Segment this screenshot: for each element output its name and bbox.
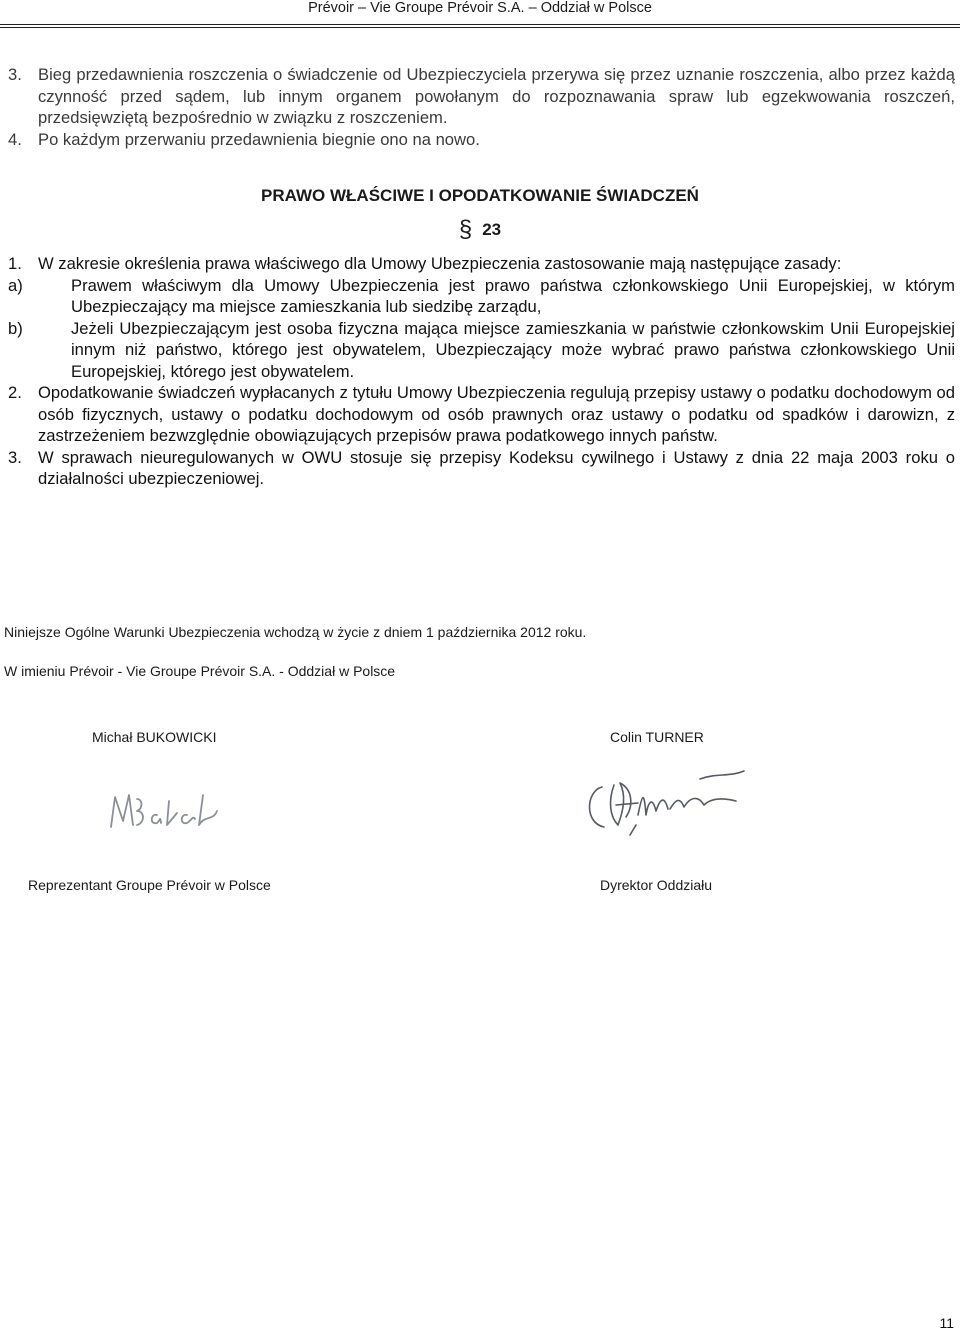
item-text: Po każdym przerwaniu przedawnienia biegnie ono na nowo. (38, 129, 480, 149)
signatory-role-right: Dyrektor Oddziału (600, 877, 713, 893)
signature-bukowicki (105, 785, 225, 835)
sub-item-letter: b) (8, 318, 23, 338)
list-item (8, 382, 955, 447)
sub-item (8, 275, 955, 318)
section-title: PRAWO WŁAŚCIWE I OPODATKOWANIE ŚWIADCZEŃ (261, 186, 699, 205)
signatory-role-left: Reprezentant Groupe Prévoir w Polsce (28, 877, 271, 893)
list-item (8, 64, 955, 129)
sub-item-text: Jeżeli Ubezpieczającym jest osoba fizyczna mająca miejsce zamieszkania w państwie członkowskim Unii Europejskiej innym niż państwo, którego jest obywatelem, Ubezpieczający może wybrać prawo państwa członkowskiego Unii Europejskiej, którego jest obywatelem. (71, 318, 955, 381)
item-number: 1. (8, 254, 22, 273)
item-text: W sprawach nieuregulowanych w OWU stosuje się przepisy Kodeksu cywilnego i Ustawy z dnia 22 maja 2003 roku o działalności ubezpieczeniowej. (38, 447, 955, 488)
page-header (0, 0, 960, 16)
on-behalf-statement: W imieniu Prévoir - Vie Groupe Prévoir S.A. - Oddział w Polsce (4, 663, 396, 679)
item-text: Bieg przedawnienia roszczenia o świadczenie od Ubezpieczyciela przerywa się przez uznanie roszczenia, albo przez każdą czynność przed sądem, lub innym organem powołanym do rozpoznawania spraw lub egzekwowania roszczeń, przedsięwziętą bezpośrednio w związku z roszczeniem. (38, 65, 955, 127)
signature-turner (580, 765, 750, 845)
page-number: 11 (939, 1315, 954, 1331)
intro-items (8, 64, 955, 150)
header-divider (0, 24, 960, 28)
item-number: 3. (8, 65, 22, 84)
section-number-value: 23 (482, 220, 502, 239)
list-item (8, 253, 955, 275)
item-text: Opodatkowanie świadczeń wypłacanych z tytułu Umowy Ubezpieczenia regulują przepisy ustawy o podatku dochodowym od osób fizycznych, ustawy o podatku dochodowym od osób prawnych oraz ustawy o podatku od spadków i darowizn, z zastrzeżeniem bezwzględnie obowiązujących przepisów prawa podatkowego innych państw. (38, 383, 955, 445)
section-items (8, 253, 955, 490)
header-title: Prévoir – Vie Groupe Prévoir S.A. – Oddział w Polsce (308, 0, 652, 16)
item-number: 2. (8, 383, 22, 402)
item-text: W zakresie określenia prawa właściwego dla Umowy Ubezpieczenia zastosowanie mają następujące zasady: (38, 254, 842, 273)
signatory-name-left: Michał BUKOWICKI (92, 729, 217, 745)
list-item (8, 129, 955, 151)
item-number: 3. (8, 447, 22, 467)
sub-item-text: Prawem właściwym dla Umowy Ubezpieczenia jest prawo państwa członkowskiego Unii Europejskiej, w którym Ubezpieczający ma miejsce zamieszkania lub siedzibę zarządu, (71, 275, 955, 316)
sub-item-letter: a) (8, 275, 23, 295)
sub-item (8, 318, 955, 383)
section-number (0, 216, 960, 243)
effective-date-statement: Niniejsze Ogólne Warunki Ubezpieczenia wchodzą w życie z dniem 1 października 2012 roku. (4, 624, 587, 640)
signatory-name-right: Colin TURNER (610, 729, 704, 745)
item-number: 4. (8, 129, 22, 149)
section-sign-symbol: § (458, 216, 473, 243)
list-item (8, 447, 955, 490)
